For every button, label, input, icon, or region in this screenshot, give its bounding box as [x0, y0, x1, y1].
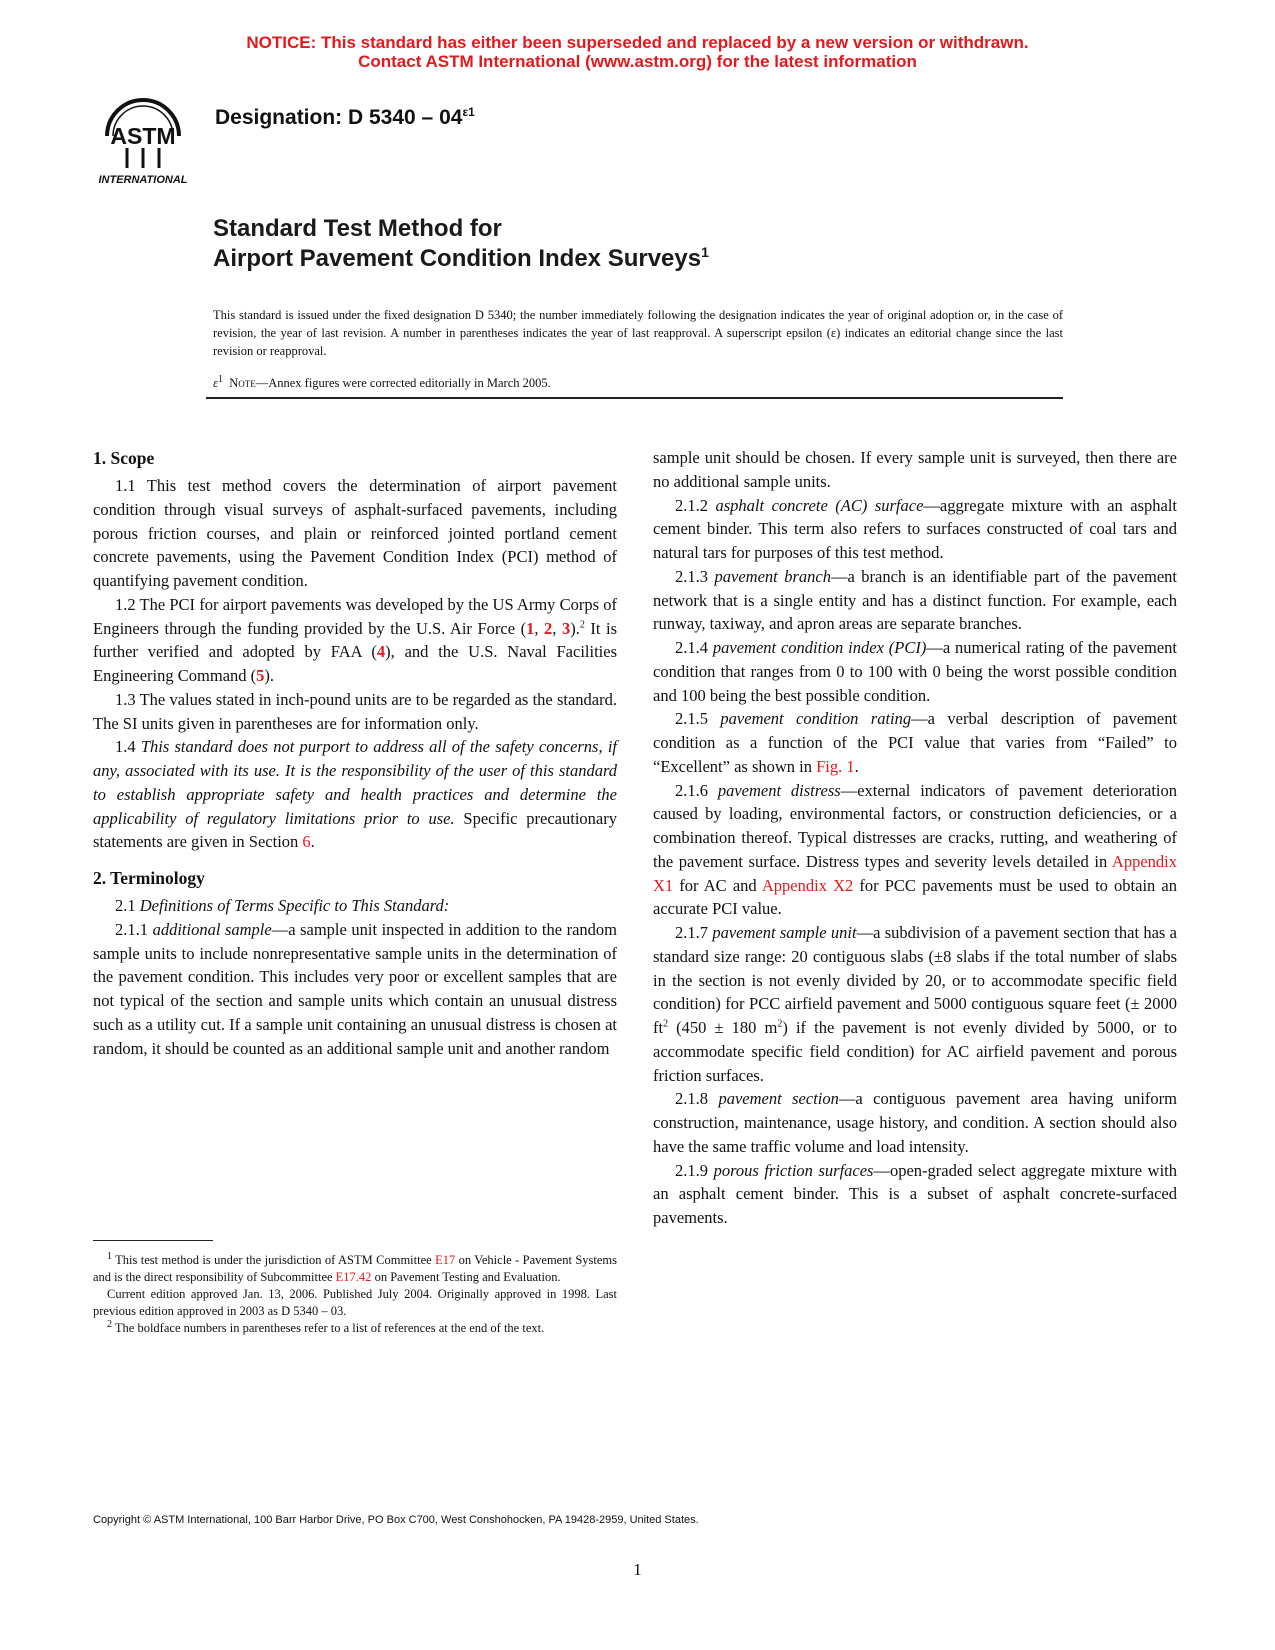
term-pavement-branch: pavement branch — [714, 566, 831, 586]
committee-e17-link[interactable]: E17 — [435, 1253, 456, 1267]
note-sup: 1 — [217, 373, 223, 385]
designation-epsilon: ε1 — [462, 105, 475, 119]
para-1-2: 1.2 The PCI for airport pavements was developed by the US Army Corps of Engineers through the funding provided by the U.S. Air Force (1, 2, 3).$^2$ It is further verified and adopted by FAA (4), and the U.S. Naval Facilities Engineering Command (5). — [93, 594, 618, 685]
logo-text: ASTM — [110, 123, 176, 149]
right-column — [653, 446, 1177, 1230]
page-number: 1 — [633, 1560, 642, 1579]
document-title — [213, 214, 709, 274]
notice-line-1: NOTICE: This standard has either been superseded and replaced by a new version or withdrawn. — [246, 33, 1029, 52]
note-epsilon: ε — [213, 376, 218, 390]
term-porous-friction: porous friction surfaces — [713, 1160, 874, 1180]
designation-label: Designation: D 5340 – 04 — [215, 106, 463, 129]
footnote-mark-2: 2 — [579, 619, 585, 630]
term-condition-rating: pavement condition rating — [720, 709, 912, 729]
ref-link-2[interactable]: 2 — [544, 618, 553, 638]
term-sample-unit: pavement sample unit — [712, 923, 857, 942]
notice-line-2: Contact ASTM International (www.astm.org) for the latest information — [358, 52, 917, 71]
ref-link-3[interactable]: 3 — [561, 618, 571, 638]
para-2-1-8: 2.1.8 pavement section—a contiguous pavement area having uniform construction, maintenance, usage history, and condition. A section should also have the same traffic volume and load intensity. — [653, 1089, 1177, 1156]
safety-caveat: This standard does not purport to address all of the safety concerns, if any, associated with its use. It is the responsibility of the user of this standard to establish appropriate safety and health practices and determine the applicability of regulatory limitations prior to use. — [93, 737, 617, 828]
para-2-1-1-continued: sample unit should be chosen. If every sample unit is surveyed, then there are no additional sample units. — [653, 448, 1177, 491]
ref-link-5[interactable]: 5 — [256, 666, 265, 685]
para-2-1-7: 2.1.7 pavement sample unit—a subdivision of a pavement section that has a standard size range: 20 contiguous slabs (±8 slabs if the total number of slabs in the section is not evenly divided by 20, or to accommodate specific field condition) for PCC airfield pavement and 5000 contiguous square feet (± 2000 $ft^2$ (450 ± 180 $m^2$) if the pavement is not evenly divided by 5000, or to accommodate specific field condition) for AC airfield pavement and porous friction surfaces. — [653, 923, 1178, 1085]
para-2-1-1: 2.1.1 additional sample—a sample unit inspected in addition to the random sample units to include nonrepresentative sample units in the determination of the pavement condition. This includes very poor or excellent samples that are not typical of the section and sample units which contain an unusual distress such as a utility cut. If a sample unit containing an unusual distress is chosen at random, it should be counted as an additional sample unit and another random — [93, 919, 617, 1058]
header-rule — [206, 397, 1063, 399]
footnotes — [93, 1252, 617, 1337]
footnote-rule — [93, 1240, 213, 1241]
ref-link-1[interactable]: 1 — [526, 618, 535, 638]
left-column — [93, 446, 617, 1060]
editorial-note — [213, 373, 1063, 391]
copyright-line: Copyright © ASTM International, 100 Barr Harbor Drive, PO Box C700, West Conshohocken, PA 19428-2959, United States. — [93, 1514, 699, 1526]
title-line-1: Standard Test Method for — [213, 215, 502, 242]
para-2-1-5: 2.1.5 pavement condition rating—a verbal description of pavement condition as a function of the PCI value that varies from “Failed” to “Excellent” as shown in Fig. 1. — [653, 709, 1178, 776]
para-2-1-4: 2.1.4 pavement condition index (PCI)—a numerical rating of the pavement condition that ranges from 0 to 100 with 0 being the worst possible condition and 100 being the best possible condition. — [653, 638, 1177, 705]
para-2-1-3: 2.1.3 pavement branch—a branch is an identifiable part of the pavement network that is a single entity and has a distinct function. For example, each runway, taxiway, and apron areas are separate branches. — [653, 566, 1178, 634]
para-2-1-6: 2.1.6 pavement distress—external indicators of pavement deterioration caused by loading, environmental factors, or construction deficiencies, or a combination thereof. Typical distresses are cracks, rutting, and weathering of the pavement surface. Distress types and severity levels detailed in Appendix X1 for AC and Appendix X2 for PCC pavements must be used to obtain an accurate PCI value. — [653, 780, 1177, 919]
superseded-notice — [0, 33, 1275, 71]
para-1-4: 1.4 This standard does not purport to address all of the safety concerns, if any, associated with its use. It is the responsibility of the user of this standard to establish appropriate safety and health practices and determine the applicability of regulatory limitations prior to use. Specific precautionary statements are given in Section 6. — [93, 737, 617, 852]
para-1-1: 1.1 This test method covers the determination of airport pavement condition through visual surveys of asphalt-surfaced pavements, including porous friction courses, and plain or reinforced jointed portland cement concrete pavements, using the Pavement Condition Index (PCI) method of quantifying pavement condition. — [93, 476, 617, 590]
astm-logo — [93, 86, 193, 186]
para-1-3: 1.3 The values stated in inch-pound units are to be regarded as the standard. The SI units given in parentheses are for information only. — [93, 689, 617, 733]
logo-subtext: INTERNATIONAL — [98, 174, 188, 186]
term-asphalt-concrete: asphalt concrete (AC) surface — [715, 495, 924, 515]
para-2-1: 2.1 Definitions of Terms Specific to This Standard: — [115, 896, 450, 915]
note-label: Note — [229, 376, 256, 390]
issuance-statement: This standard is issued under the fixed designation D 5340; the number immediately following the designation indicates the year of original adoption or, in the case of revision, the year of last revision. A number in parentheses indicates the year of last reapproval. A superscript epsilon (ε) indicates an editorial change since the last revision or reapproval. — [213, 308, 1063, 358]
para-2-1-2: 2.1.2 asphalt concrete (AC) surface—aggregate mixture with an asphalt cement binder. This term also refers to surfaces constructed of coal tars and natural tars for purposes of this test method. — [653, 495, 1177, 562]
footnote-1-edition: Current edition approved Jan. 13, 2006. Published July 2004. Originally approved in 1998. Last previous edition approved in 2003 as D 5340 – 03. — [93, 1287, 617, 1318]
section-6-link[interactable]: 6 — [302, 832, 311, 852]
designation — [215, 106, 475, 130]
term-pci: pavement condition index (PCI) — [712, 638, 927, 657]
ref-link-4[interactable]: 4 — [376, 642, 386, 662]
appendix-x2-link[interactable]: Appendix X2 — [761, 875, 854, 895]
section-heading-terminology: 2. Terminology — [93, 868, 205, 888]
title-footnote-mark: 1 — [701, 244, 709, 260]
term-pavement-distress: pavement distress — [717, 780, 841, 800]
footnote-1: $^1$ This test method is under the jurisdiction of ASTM Committee E17 on Vehicle - Pavement Systems and is the direct responsibility of Subcommittee E17.42 on Pavement Testing and Evaluation. — [93, 1250, 617, 1284]
note-text: —Annex figures were corrected editorially in March 2005. — [255, 376, 551, 390]
title-line-2: Airport Pavement Condition Index Surveys — [213, 245, 702, 272]
term-additional-sample: additional sample — [152, 919, 272, 939]
subcommittee-e17-42-link[interactable]: E17.42 — [335, 1270, 372, 1284]
footnote-2: $^2$ The boldface numbers in parentheses refer to a list of references at the end of the text. — [107, 1318, 545, 1335]
term-pavement-section: pavement section — [718, 1089, 839, 1109]
section-heading-scope: 1. Scope — [93, 448, 155, 468]
appendix-x1-link[interactable]: Appendix X1 — [653, 851, 1177, 895]
fig-1-link[interactable]: Fig. 1 — [816, 756, 855, 776]
para-2-1-9: 2.1.9 porous friction surfaces—open-graded select aggregate mixture with an asphalt cement binder. This is a subset of asphalt concrete-surfaced pavements. — [653, 1160, 1177, 1227]
